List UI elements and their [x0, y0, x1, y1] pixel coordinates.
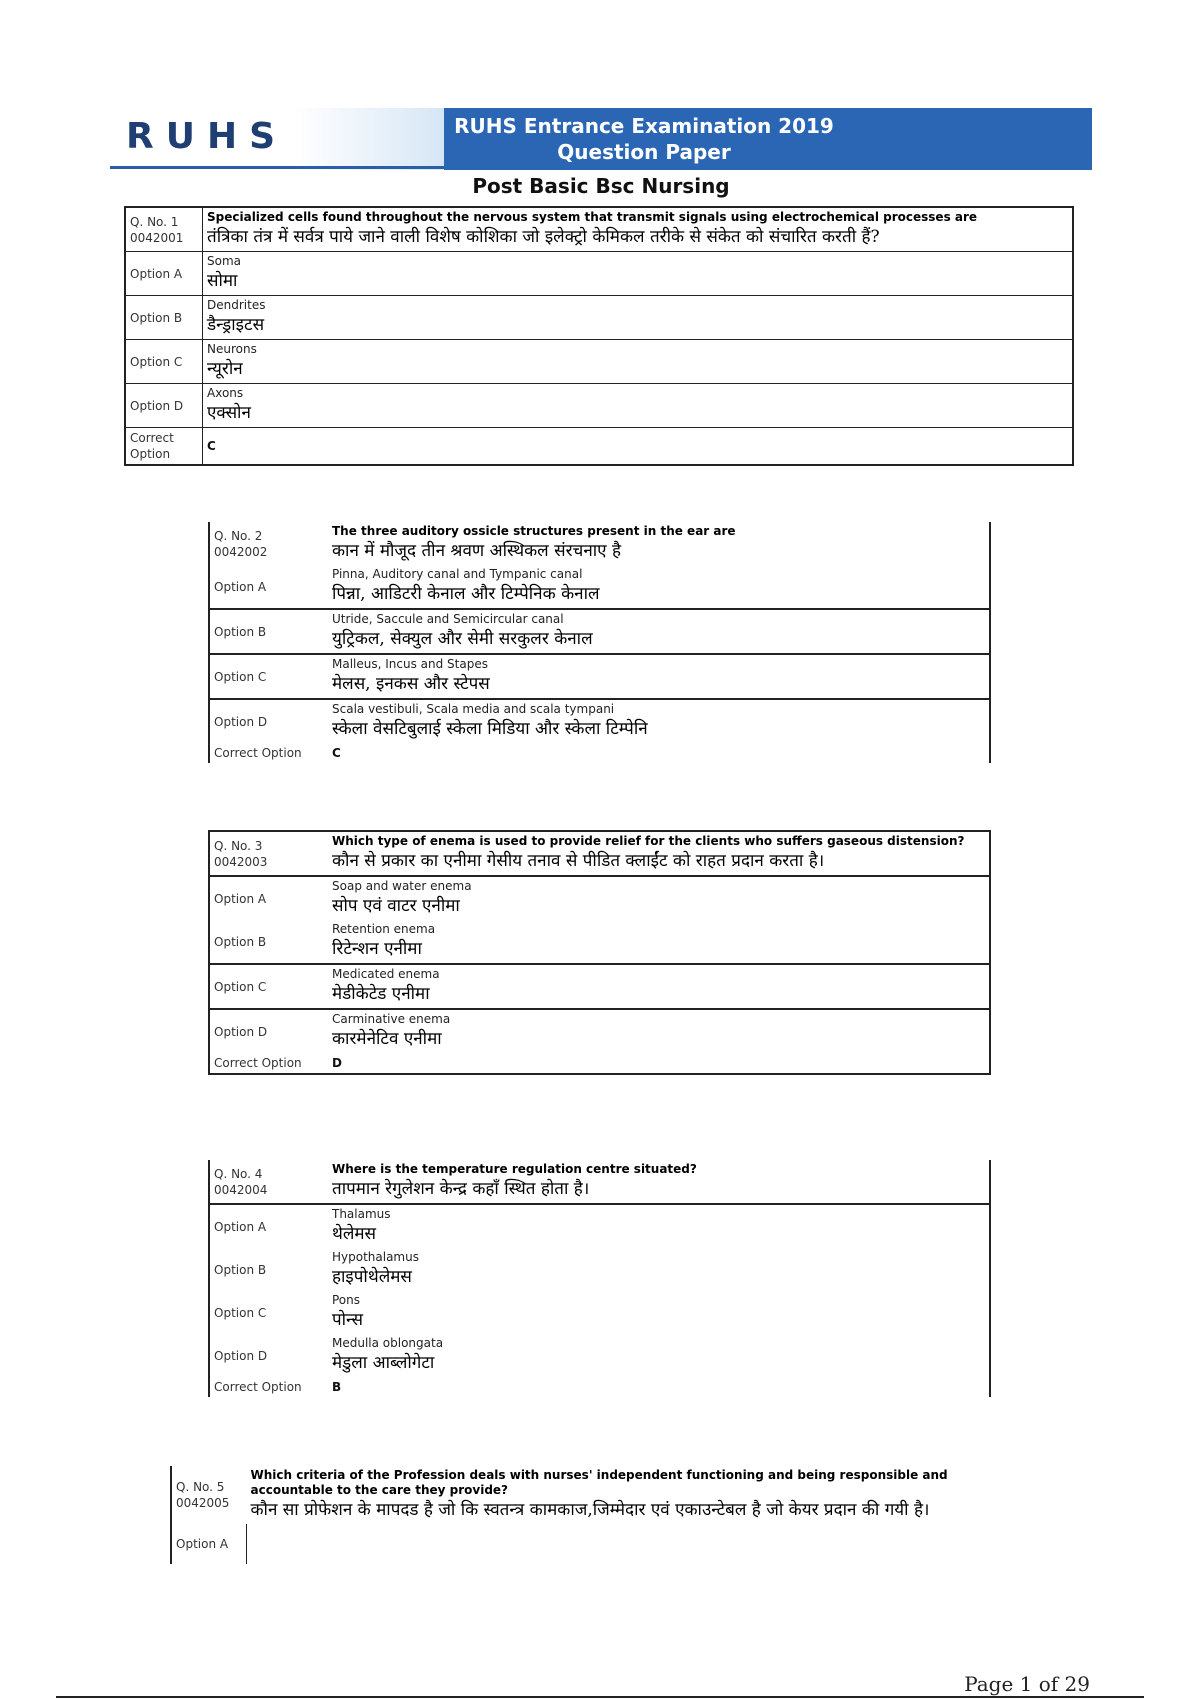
logo-text: RUHS	[126, 116, 288, 157]
question-text-en: The three auditory ossicle structures present in the ear are	[332, 524, 736, 538]
question-text-hi: कौन सा प्रोफेशन के मापदड है जो कि स्वतन्त्र कामकाज,जिम्मेदार एवं एकाउन्टेबल है जो केयर प्रदान की गयी है।	[250, 1500, 930, 1520]
option-a-label: Option A	[176, 1537, 229, 1551]
document-header	[110, 108, 1092, 170]
option-b-en: Hypothalamus	[332, 1250, 419, 1264]
option-a-label: Option A	[214, 891, 267, 906]
correct-option-value: C	[207, 439, 216, 453]
option-b-hi: रिटेन्शन एनीमा	[332, 939, 422, 959]
correct-option-label: Correct Option	[214, 746, 302, 760]
option-c-hi: मेडीकेटेड एनीमा	[332, 984, 430, 1004]
option-c-en: Pons	[332, 1293, 361, 1307]
option-a-en: Soma	[207, 254, 242, 268]
option-c-hi: मेलस, इनकस और स्टेपस	[332, 674, 490, 694]
option-b-hi: युट्रिकल, सेक्युल और सेमी सरकुलर केनाल	[332, 629, 593, 649]
question-block-4	[208, 1160, 991, 1397]
question-block-5	[170, 1466, 1030, 1564]
question-number-cell	[125, 207, 203, 252]
option-c-label: Option C	[214, 1305, 267, 1320]
option-a-hi: सोप एवं वाटर एनीमा	[332, 896, 460, 916]
option-a-hi: पिन्ना, आडिटरी केनाल और टिम्पेनिक केनाल	[332, 584, 600, 604]
question-text-en: Where is the temperature regulation centre situated?	[332, 1162, 697, 1176]
question-text-hi: कान में मौजूद तीन श्रवण अस्थिकल संरचनाए है	[332, 541, 622, 561]
option-c-en: Malleus, Incus and Stapes	[332, 657, 488, 671]
correct-option-label: Correct Option	[214, 1056, 302, 1070]
option-d-hi: कारमेनेटिव एनीमा	[332, 1029, 442, 1049]
question-block-1	[124, 206, 1074, 466]
option-a-en: Pinna, Auditory canal and Tympanic canal	[332, 567, 583, 581]
option-c-hi: न्यूरोन	[207, 359, 243, 379]
correct-option-label: Correct Option	[130, 431, 174, 461]
question-text-hi: तंत्रिका तंत्र में सर्वत्र पाये जाने वाली विशेष कोशिका जो इलेक्ट्रो केमिकल तरीके से संकेत को संचारित करती हैं?	[207, 227, 880, 247]
question-code: 0042002	[214, 544, 268, 559]
question-number: Q. No. 5	[176, 1480, 225, 1494]
logo-underline	[110, 166, 444, 169]
option-b-en: Dendrites	[207, 298, 266, 312]
option-d-label: Option D	[214, 1348, 268, 1363]
option-d-en: Carminative enema	[332, 1012, 451, 1026]
option-d-label: Option D	[214, 1024, 268, 1039]
question-text-en: Which type of enema is used to provide relief for the clients who suffers gaseous distension?	[332, 834, 965, 848]
option-d-hi: स्केला वेसटिबुलाई स्केला मिडिया और स्केला टिम्पेनि	[332, 719, 648, 739]
correct-option-value: B	[332, 1380, 342, 1394]
bottom-rule	[56, 1696, 1144, 1698]
question-block-2	[208, 522, 991, 763]
option-a-hi: थेलेमस	[332, 1224, 377, 1244]
correct-option-value: C	[332, 746, 341, 760]
exam-title: RUHS Entrance Examination 2019	[454, 114, 834, 138]
option-a-en: Thalamus	[332, 1207, 391, 1221]
option-a-label: Option A	[130, 266, 183, 281]
question-code: 0042004	[214, 1182, 268, 1197]
option-b-label: Option B	[214, 934, 267, 949]
option-a-label: Option A	[214, 579, 267, 594]
option-b-hi: हाइपोथेलेमस	[332, 1267, 412, 1287]
option-d-label: Option D	[214, 714, 268, 729]
option-b-label: Option B	[214, 1262, 267, 1277]
option-c-label: Option C	[214, 979, 267, 994]
option-c-hi: पोन्स	[332, 1310, 364, 1330]
question-code: 0042003	[214, 854, 268, 869]
question-text-en: Specialized cells found throughout the nervous system that transmit signals using electrochemical processes are	[207, 210, 978, 224]
option-a-en: Soap and water enema	[332, 879, 472, 893]
option-d-label: Option D	[130, 398, 184, 413]
option-b-en: Utride, Saccule and Semicircular canal	[332, 612, 564, 626]
question-number: Q. No. 4	[214, 1166, 263, 1181]
ruhs-logo	[110, 108, 444, 170]
exam-subtitle: Question Paper	[557, 140, 731, 164]
option-a-hi: सोमा	[207, 271, 238, 291]
question-number: Q. No. 3	[214, 838, 263, 853]
exam-title-box	[444, 108, 1092, 170]
question-number: Q. No. 2	[214, 528, 263, 543]
option-c-label: Option C	[130, 354, 183, 369]
option-d-en: Scala vestibuli, Scala media and scala tympani	[332, 702, 615, 716]
option-a-label: Option A	[214, 1219, 267, 1234]
correct-option-value: D	[332, 1056, 342, 1070]
option-c-en: Neurons	[207, 342, 257, 356]
question-block-3	[208, 830, 991, 1075]
question-code: 0042001	[130, 230, 184, 245]
correct-option-label: Correct Option	[214, 1380, 302, 1394]
option-c-label: Option C	[214, 669, 267, 684]
question-text-hi: तापमान रेगुलेशन केन्द्र कहाँ स्थित होता है।	[332, 1179, 590, 1199]
option-c-en: Medicated enema	[332, 967, 440, 981]
option-d-hi: एक्सोन	[207, 403, 251, 423]
page-number: Page 1 of 29	[964, 1672, 1090, 1696]
option-b-hi: डैन्ड्राइटस	[207, 315, 265, 335]
question-code: 0042005	[176, 1496, 230, 1510]
option-d-hi: मेडुला आब्लोगेटा	[332, 1353, 435, 1373]
question-text-cell	[203, 207, 1074, 252]
option-d-en: Medulla oblongata	[332, 1336, 444, 1350]
option-d-en: Axons	[207, 386, 244, 400]
question-text-en: Which criteria of the Profession deals with nurses' independent functioning and being responsible and accountable to the care they provide?	[250, 1468, 948, 1497]
course-title: Post Basic Bsc Nursing	[472, 174, 730, 198]
question-text-hi: कौन से प्रकार का एनीमा गेसीय तनाव से पीडित क्लाईंट को राहत प्रदान करता है।	[332, 851, 825, 871]
option-b-label: Option B	[214, 624, 267, 639]
option-b-label: Option B	[130, 310, 183, 325]
option-b-en: Retention enema	[332, 922, 436, 936]
question-number: Q. No. 1	[130, 214, 179, 229]
